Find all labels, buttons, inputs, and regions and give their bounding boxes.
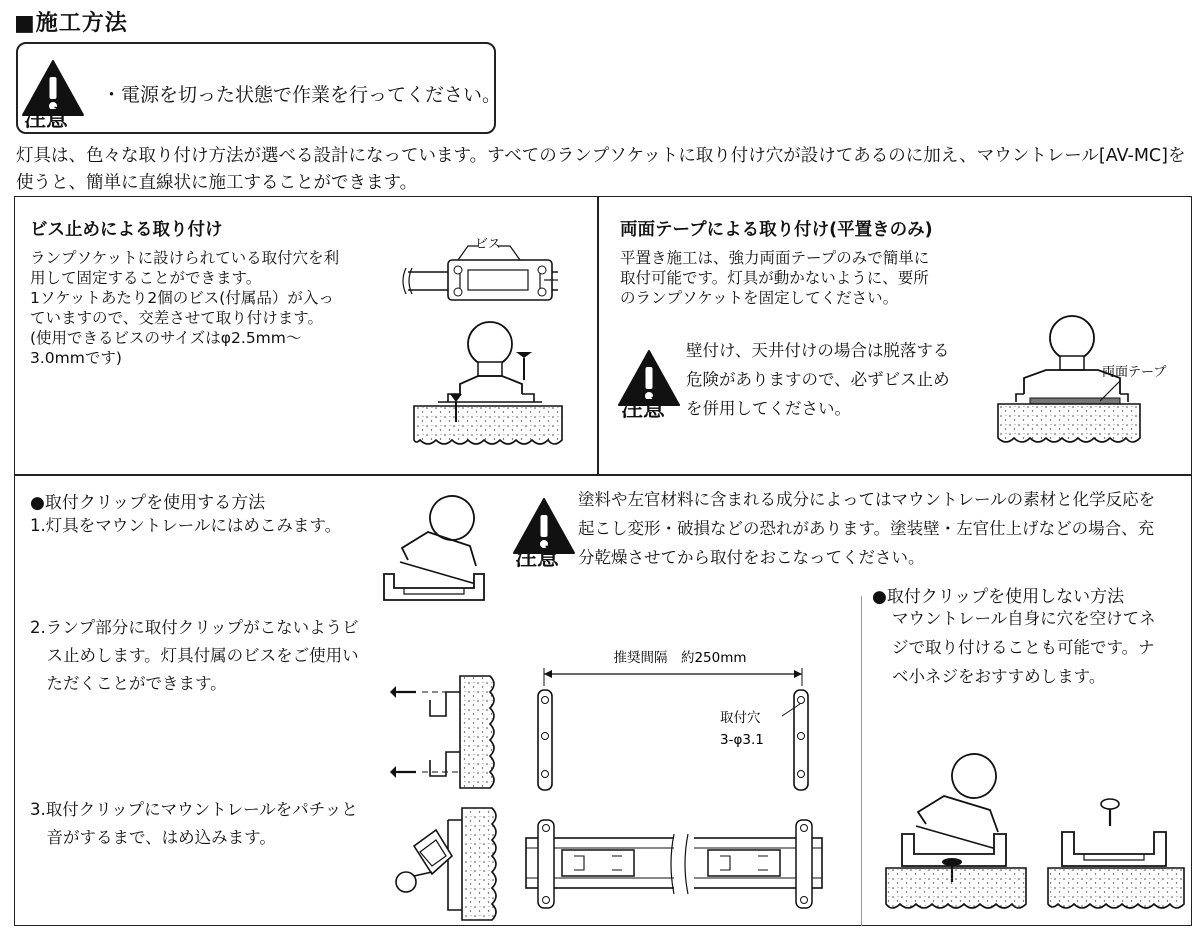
- tape-section-body: 平置き施工は、強力両面テープのみで簡単に 取付可能です。灯具が動かないように、要所 のランプソケットを固定してください。: [620, 249, 930, 307]
- clip-step-3: 3.取付クリップにマウントレールをパチッと 音がするまで、はめ込みます。: [30, 800, 358, 847]
- tape-caution-label: 注意: [621, 397, 666, 422]
- screw-section-body: ランプソケットに設けられている取付穴を利 用して固定することができます。 1ソケットあたり2個のビス(付属品）が入っ ていますので、交差させて取り付けます。 (使用できるビスのサイズはφ2.5mm～ 3.0mmです): [30, 249, 340, 367]
- page-title: ■施工方法: [14, 11, 128, 36]
- tape-section-heading: 両面テープによる取り付け(平置きのみ): [620, 220, 933, 240]
- screw-mount-illustration: [398, 226, 578, 466]
- caution-text: ・電源を切った状態で作業を行ってください。: [102, 84, 502, 106]
- clip-step-1: 1.灯具をマウントレールにはめこみます。: [30, 516, 342, 535]
- noclip-rail-illustration: [1044, 796, 1190, 922]
- screw-callout: ビス: [474, 237, 502, 252]
- noclip-section-heading: ●取付クリップを使用しない方法: [872, 587, 1125, 607]
- intro-text: 灯具は、色々な取り付け方法が選べる設計になっています。すべてのランプソケットに取り付け穴が設けてあるのに加え、マウントレール[AV-MC]を使うと、簡単に直線状に施工することができます。: [16, 146, 1186, 193]
- tape-mount-illustration: [990, 306, 1190, 456]
- tape-caution-text: 壁付け、天井付けの場合は脱落する 危険がありますので、必ずビス止め を併用してください。: [686, 341, 950, 418]
- hole-spec: 3-φ3.1: [720, 732, 764, 748]
- clip-section-heading: ●取付クリップを使用する方法: [30, 493, 266, 513]
- clip-step1-illustration: [380, 488, 490, 612]
- clip-step3-top-illustration: [524, 816, 826, 916]
- clip-step2-illustration: [386, 672, 516, 794]
- divider-vertical: [597, 196, 599, 475]
- divider-thin: [861, 596, 862, 926]
- caution-label: 注意: [24, 107, 69, 132]
- clip-step-2: 2.ランプ部分に取付クリップがこないようビ ス止めします。灯具付属のビスをご使用い ただくことができます。: [30, 618, 359, 693]
- tape-callout: 両面テープ: [1102, 365, 1167, 380]
- divider-horizontal: [14, 474, 1192, 476]
- spacing-label: 推奨間隔 約250mm: [613, 650, 747, 666]
- hole-label: 取付穴: [720, 710, 761, 726]
- paint-caution-text: 塗料や左官材料に含まれる成分によってはマウントレールの素材と化学反応を 起こし変形・破損などの恐れがあります。塗装壁・左官仕上げなどの場合、充 分乾燥させてから取付をおこなってください。: [578, 490, 1156, 567]
- clip-step3-side-illustration: [392, 806, 516, 926]
- spacing-diagram: [530, 646, 830, 796]
- paint-caution-label: 注意: [515, 546, 560, 571]
- noclip-section-body: マウントレール自身に穴を空けてネ ジで取り付けることも可能です。ナ ベ小ネジをおすすめします。: [892, 609, 1156, 686]
- screw-section-heading: ビス止めによる取り付け: [30, 220, 223, 240]
- noclip-lamp-illustration: [882, 742, 1032, 922]
